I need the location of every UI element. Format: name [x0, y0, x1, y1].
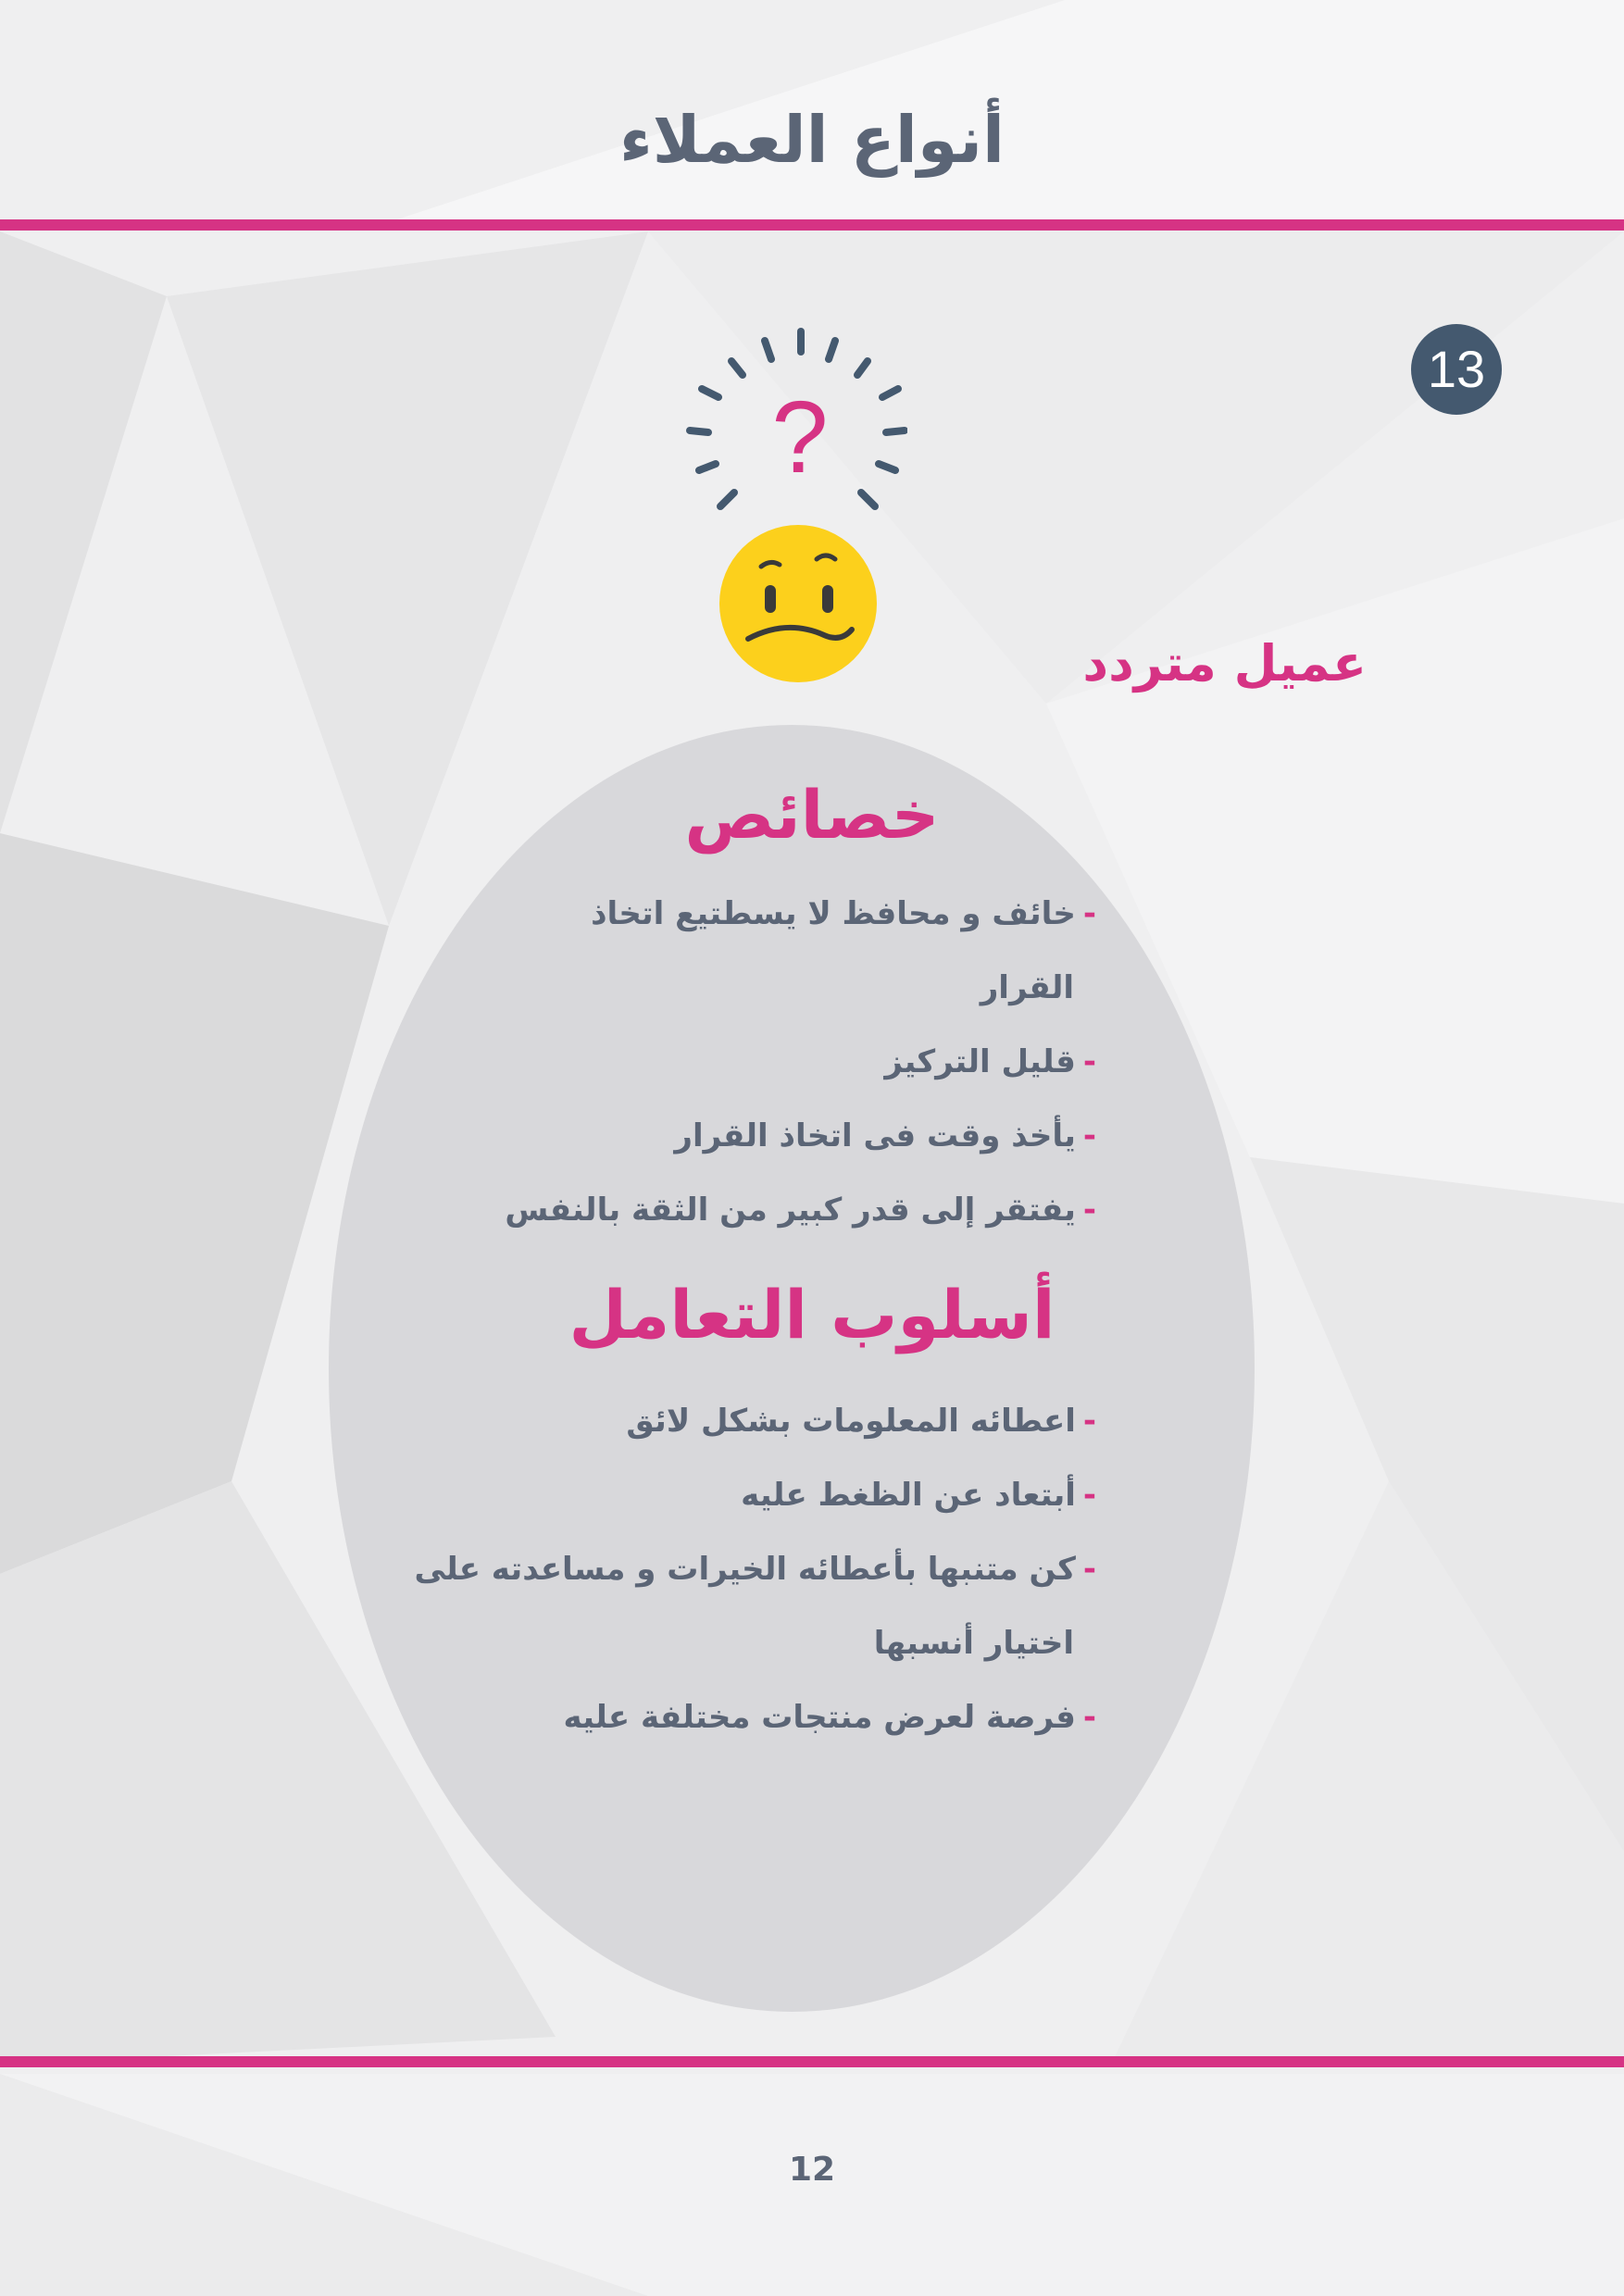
approach-heading: أسلوب التعامل — [568, 1276, 1056, 1354]
approach-item: -فرصة لعرض منتجات مختلفة عليه — [563, 1699, 1096, 1736]
approach-item: -أبتعاد عن الظغط عليه — [741, 1477, 1096, 1514]
trait-item: -قليل التركيز — [884, 1043, 1096, 1080]
question-mark-icon: ? — [771, 381, 829, 494]
top-divider — [0, 219, 1624, 231]
confused-face-icon — [719, 525, 877, 682]
customer-number-badge: 13 — [1411, 324, 1502, 415]
hesitant-customer-illustration — [685, 324, 907, 685]
approach-item: -كن متنبها بأعطائه الخيرات و مساعدته على — [414, 1551, 1096, 1588]
customer-type-label: عميل متردد — [1082, 634, 1367, 693]
bottom-divider — [0, 2056, 1624, 2067]
trait-item-continued: القرار — [980, 969, 1074, 1006]
trait-item: -خائف و محافظ لا يسطتيع اتخاذ — [591, 895, 1096, 932]
traits-heading: خصائص — [684, 776, 940, 854]
trait-item: -يأخذ وقت فى اتخاذ القرار — [674, 1117, 1096, 1154]
trait-item: -يفتقر إلى قدر كبير من الثقة بالنفس — [505, 1192, 1096, 1229]
page-title: أنواع العملاء — [618, 102, 1005, 178]
page-number: 12 — [788, 2151, 836, 2189]
approach-item: -اعطائه المعلومات بشكل لائق — [626, 1403, 1096, 1440]
approach-item-continued: اختيار أنسبها — [873, 1625, 1074, 1662]
